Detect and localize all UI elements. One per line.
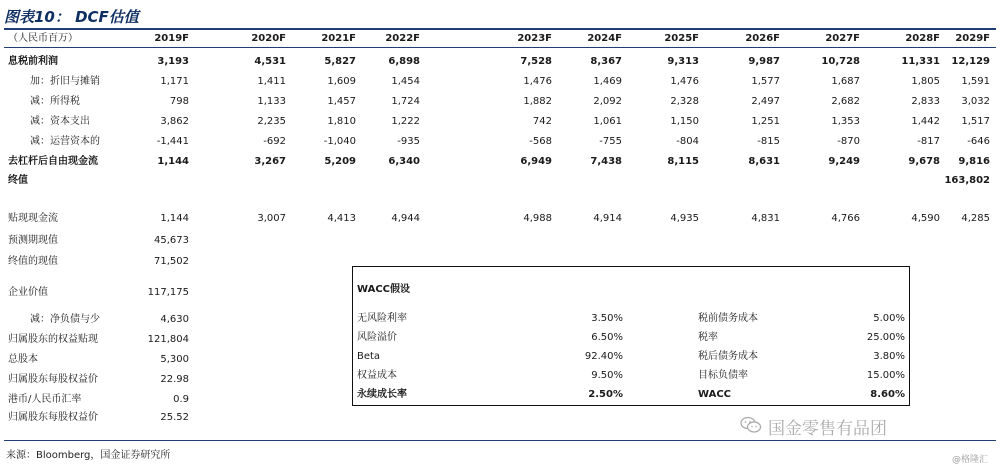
wacc-label: 税前债务成本	[698, 313, 758, 324]
year-header: 2022F	[385, 33, 420, 44]
summary-label: 总股本	[8, 354, 38, 365]
table-cell: 8,115	[667, 156, 699, 167]
row-label: 加：折旧与摊销	[30, 76, 100, 87]
wacc-label: 风险溢价	[357, 332, 397, 343]
table-cell: -646	[967, 136, 990, 147]
summary-label: 港币/人民币汇率	[8, 394, 82, 405]
summary-label: 企业价值	[8, 287, 48, 298]
summary-value: 4,630	[160, 314, 189, 325]
table-cell: 1,882	[523, 96, 552, 107]
table-cell: 1,687	[831, 76, 860, 87]
table-cell: 9,313	[667, 56, 699, 67]
wacc-title: WACC假设	[357, 284, 410, 295]
summary-label: 预测期现值	[8, 235, 58, 246]
table-cell: 6,898	[388, 56, 420, 67]
year-header: 2020F	[251, 33, 286, 44]
table-cell: 4,413	[327, 213, 356, 224]
table-cell: 1,517	[961, 116, 990, 127]
wacc-value: 3.80%	[873, 351, 905, 362]
table-cell: -804	[676, 136, 699, 147]
table-cell: -568	[529, 136, 552, 147]
table-cell: 2,092	[593, 96, 622, 107]
wacc-label: 权益成本	[357, 370, 397, 381]
year-header: 2021F	[321, 33, 356, 44]
table-cell: 1,150	[670, 116, 699, 127]
wacc-label: Beta	[357, 351, 381, 362]
wacc-value: 15.00%	[866, 370, 905, 381]
table-cell: 11,331	[901, 56, 940, 67]
table-cell: 1,133	[257, 96, 286, 107]
wacc-assumptions-box	[352, 266, 910, 406]
wacc-label: WACC	[698, 389, 731, 400]
row-label: 去杠杆后自由现金流	[8, 156, 98, 167]
table-cell: 163,802	[944, 175, 990, 186]
table-cell: 4,988	[523, 213, 552, 224]
table-cell: 6,949	[520, 156, 552, 167]
table-cell: 7,438	[590, 156, 622, 167]
table-cell: 1,411	[257, 76, 286, 87]
table-cell: 4,831	[751, 213, 780, 224]
table-cell: 4,590	[911, 213, 940, 224]
wacc-label: 税后债务成本	[698, 351, 758, 362]
table-cell: -692	[263, 136, 286, 147]
wacc-value: 9.50%	[591, 370, 623, 381]
table-cell: 3,007	[257, 213, 286, 224]
summary-value: 25.52	[160, 412, 189, 423]
table-cell: 3,032	[961, 96, 990, 107]
table-cell: 2,328	[670, 96, 699, 107]
table-cell: 1,577	[751, 76, 780, 87]
table-cell: 1,061	[593, 116, 622, 127]
year-header: 2028F	[905, 33, 940, 44]
table-cell: 1,469	[593, 76, 622, 87]
table-cell: 7,528	[520, 56, 552, 67]
table-cell: 3,193	[157, 56, 189, 67]
table-cell: 2,497	[751, 96, 780, 107]
table-cell: 1,724	[391, 96, 420, 107]
row-label: 贴现现金流	[8, 213, 58, 224]
table-cell: 1,222	[391, 116, 420, 127]
wacc-label: 目标负债率	[698, 370, 748, 381]
table-cell: 4,944	[391, 213, 420, 224]
table-cell: 2,682	[831, 96, 860, 107]
source-divider	[4, 440, 996, 441]
summary-value: 5,300	[160, 354, 189, 365]
table-cell: 8,631	[748, 156, 780, 167]
table-cell: 9,987	[748, 56, 780, 67]
wacc-value: 25.00%	[866, 332, 905, 343]
row-label: 息税前利润	[8, 56, 58, 67]
summary-value: 71,502	[154, 256, 189, 267]
table-cell: 1,810	[327, 116, 356, 127]
year-header: 2019F	[154, 33, 189, 44]
row-label: 终值	[8, 175, 28, 186]
table-cell: 9,816	[958, 156, 990, 167]
wacc-label: 永续成长率	[357, 389, 407, 400]
table-cell: 1,476	[670, 76, 699, 87]
table-cell: 1,442	[911, 116, 940, 127]
table-cell: 4,766	[831, 213, 860, 224]
summary-label: 终值的现值	[8, 256, 58, 267]
row-label: 减：资本支出	[30, 116, 90, 127]
table-cell: 742	[532, 116, 552, 127]
table-cell: 798	[169, 96, 189, 107]
year-header: 2024F	[587, 33, 622, 44]
table-cell: 10,728	[821, 56, 860, 67]
table-cell: 1,454	[391, 76, 420, 87]
summary-value: 121,804	[147, 334, 189, 345]
table-cell: 8,367	[590, 56, 622, 67]
summary-label: 减：净负债与少	[30, 314, 100, 325]
wacc-value: 3.50%	[591, 313, 623, 324]
table-cell: 12,129	[951, 56, 990, 67]
table-cell: 4,935	[670, 213, 699, 224]
wacc-label: 税率	[698, 332, 718, 343]
table-cell: 1,609	[327, 76, 356, 87]
summary-label: 归属股东每股权益价	[8, 374, 98, 385]
page-title: 图表10： DCF估值	[4, 8, 139, 26]
table-cell: 3,862	[160, 116, 189, 127]
table-cell: 1,805	[911, 76, 940, 87]
table-cell: 1,353	[831, 116, 860, 127]
table-cell: 6,340	[388, 156, 420, 167]
wechat-icon	[740, 416, 762, 434]
table-cell: 2,833	[911, 96, 940, 107]
header-divider	[4, 47, 996, 48]
wacc-value: 2.50%	[588, 389, 623, 400]
table-cell: -817	[917, 136, 940, 147]
unit-label: （人民币百万）	[8, 33, 78, 44]
summary-value: 45,673	[154, 235, 189, 246]
wacc-value: 8.60%	[870, 389, 905, 400]
source-note: 来源：Bloomberg，国金证券研究所	[6, 450, 171, 461]
table-cell: 1,251	[751, 116, 780, 127]
wacc-value: 92.40%	[584, 351, 623, 362]
table-cell: 2,235	[257, 116, 286, 127]
year-header: 2029F	[955, 33, 990, 44]
table-cell: 4,531	[254, 56, 286, 67]
row-label: 减：运营资本的	[30, 136, 100, 147]
table-cell: 3,267	[254, 156, 286, 167]
row-label: 减：所得税	[30, 96, 80, 107]
table-cell: -935	[397, 136, 420, 147]
table-cell: 1,476	[523, 76, 552, 87]
table-cell: 1,171	[160, 76, 189, 87]
table-cell: -815	[757, 136, 780, 147]
wacc-value: 5.00%	[873, 313, 905, 324]
table-cell: -1,441	[156, 136, 189, 147]
table-cell: 1,457	[327, 96, 356, 107]
wacc-value: 6.50%	[591, 332, 623, 343]
summary-label: 归属股东每股权益价	[8, 412, 98, 423]
title-divider	[4, 28, 996, 30]
table-cell: -755	[599, 136, 622, 147]
table-cell: 5,209	[324, 156, 356, 167]
table-cell: -870	[837, 136, 860, 147]
year-header: 2026F	[745, 33, 780, 44]
summary-value: 0.9	[173, 394, 189, 405]
wacc-label: 无风险利率	[357, 313, 407, 324]
table-cell: 1,144	[160, 213, 189, 224]
table-cell: 4,285	[961, 213, 990, 224]
table-cell: 5,827	[324, 56, 356, 67]
year-header: 2023F	[517, 33, 552, 44]
watermark-small: @格隆汇	[952, 455, 989, 465]
table-cell: 1,591	[961, 76, 990, 87]
table-cell: -1,040	[323, 136, 356, 147]
year-header: 2025F	[664, 33, 699, 44]
summary-label: 归属股东的权益贴现	[8, 334, 98, 345]
summary-value: 117,175	[147, 287, 189, 298]
table-cell: 1,144	[157, 156, 189, 167]
table-cell: 4,914	[593, 213, 622, 224]
year-header: 2027F	[825, 33, 860, 44]
table-cell: 9,249	[828, 156, 860, 167]
watermark: 国金零售有品团	[768, 419, 887, 439]
table-cell: 9,678	[908, 156, 940, 167]
summary-value: 22.98	[160, 374, 189, 385]
